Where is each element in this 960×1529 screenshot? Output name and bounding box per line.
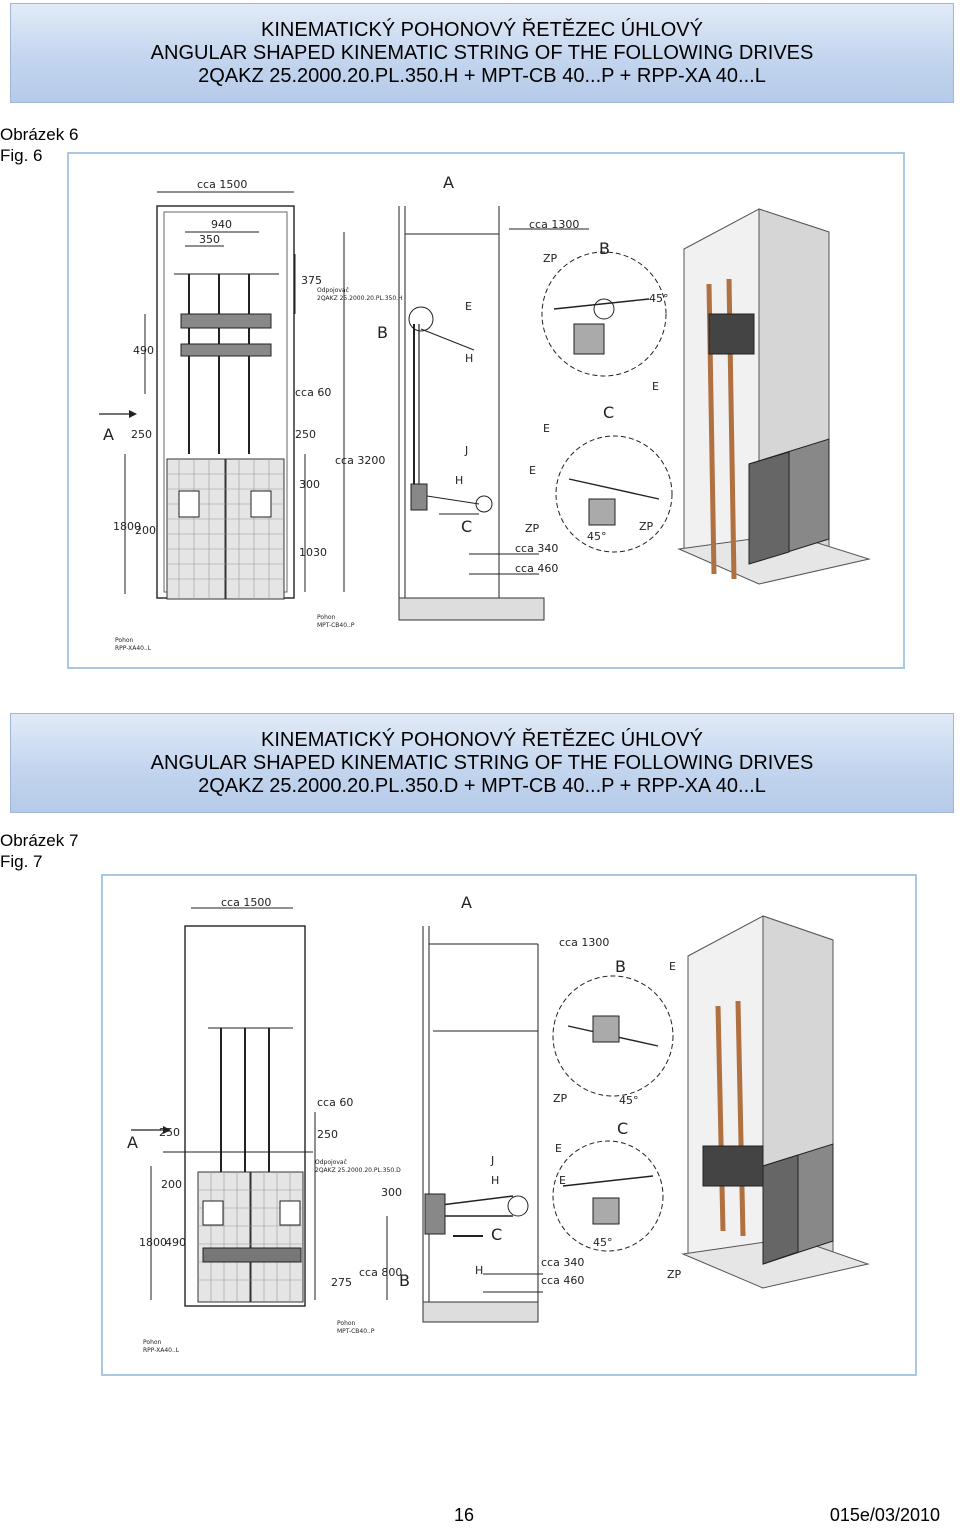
fig7-letter-c1: C <box>491 1225 503 1244</box>
fig7-dim-cca340: cca 340 <box>541 1256 585 1269</box>
fig6-note-pohon-rpp-2: RPP-XA40..L <box>115 645 152 652</box>
fig6-detail-c <box>556 436 672 552</box>
fig7-letter-e2: E <box>555 1142 562 1155</box>
fig6-letter-zp2: ZP <box>525 522 540 535</box>
fig6-letter-c2: C <box>603 403 615 422</box>
fig6-3d-view <box>679 209 869 584</box>
fig6-note-pohon-mpt-2: MPT-CB40..P <box>317 622 355 629</box>
fig6-dim-490: 490 <box>133 344 154 357</box>
fig7-deg-45b: 45° <box>593 1236 613 1249</box>
fig6-letter-j: J <box>465 444 469 457</box>
fig7-dim-490: 490 <box>165 1236 186 1249</box>
fig6-note-pohon-rpp-1: Pohon <box>115 637 134 644</box>
fig6-dim-250a: 250 <box>131 428 152 441</box>
figure-6 <box>67 152 905 669</box>
fig7-dim-cca800: cca 800 <box>359 1266 403 1279</box>
fig6-letter-b2: B <box>599 239 610 258</box>
fig7-note-odpojovac-2: 2QAKZ 25.2000.20.PL.350.D <box>315 1167 401 1174</box>
fig7-dim-1800: 1800 <box>139 1236 167 1249</box>
fig6-dim-cca60: cca 60 <box>295 386 332 399</box>
banner-model: 2QAKZ 25.2000.20.PL.350.H + MPT-CB 40...P + RPP-XA 40...L <box>198 64 766 87</box>
fig7-3d-view <box>683 916 868 1288</box>
fig7-detail-c <box>553 1141 663 1251</box>
fig6-letter-zp3: ZP <box>639 520 654 533</box>
fig7-dim-cca1500: cca 1500 <box>221 896 272 909</box>
figure-7-label <box>0 830 78 872</box>
fig7-note-pohon-mpt-1: Pohon <box>337 1320 356 1327</box>
fig7-note-pohon-rpp-2: RPP-XA40..L <box>143 1347 180 1354</box>
fig6-dim-350: 350 <box>199 233 220 246</box>
fig6-letter-e3: E <box>543 422 550 435</box>
fig7-dim-cca60: cca 60 <box>317 1096 354 1109</box>
fig7-dim-300: 300 <box>381 1186 402 1199</box>
fig6-side-view <box>399 206 589 620</box>
fig6-letter-zp1: ZP <box>543 252 558 265</box>
fig7-dim-250a: 250 <box>159 1126 180 1139</box>
fig6-dim-1030: 1030 <box>299 546 327 559</box>
figure-6-drawing <box>69 154 903 667</box>
fig6-deg-45a: 45° <box>649 292 669 305</box>
fig7-detail-b <box>553 976 673 1096</box>
fig6-note-pohon-mpt-1: Pohon <box>317 614 336 621</box>
fig6-dim-cca460: cca 460 <box>515 562 559 575</box>
figure-7-label-en: Fig. 7 <box>0 852 43 871</box>
banner2-model: 2QAKZ 25.2000.20.PL.350.D + MPT-CB 40...P + RPP-XA 40...L <box>198 774 766 797</box>
fig6-letter-c1: C <box>461 517 473 536</box>
figure-6-label-en: Fig. 6 <box>0 146 43 165</box>
fig7-note-odpojovac-1: Odpojovač <box>315 1159 347 1166</box>
fig7-letter-h2: H <box>475 1264 484 1277</box>
fig7-dim-cca1300: cca 1300 <box>559 936 610 949</box>
fig7-dim-200: 200 <box>161 1178 182 1191</box>
fig6-note-odpojovac-2: 2QAKZ 25.2000.20.PL.350.H <box>317 295 403 302</box>
fig7-letter-a2: A <box>461 893 472 912</box>
fig7-note-pohon-rpp-1: Pohon <box>143 1339 162 1346</box>
fig7-note-pohon-mpt-2: MPT-CB40..P <box>337 1328 375 1335</box>
fig6-letter-a1: A <box>103 425 114 444</box>
fig6-dim-300: 300 <box>299 478 320 491</box>
figure-7-drawing <box>103 876 915 1374</box>
header-banner-1 <box>10 3 954 103</box>
fig7-deg-45a: 45° <box>619 1094 639 1107</box>
fig6-letter-b1: B <box>377 323 388 342</box>
fig7-dim-250b: 250 <box>317 1128 338 1141</box>
fig6-dim-375: 375 <box>301 274 322 287</box>
fig7-letter-a1: A <box>127 1133 138 1152</box>
figure-6-label-cz: Obrázek 6 <box>0 125 79 144</box>
fig6-letter-h2: H <box>455 474 464 487</box>
figure-7 <box>101 874 917 1376</box>
fig7-letter-e1: E <box>669 960 676 973</box>
fig7-letter-c2: C <box>617 1119 629 1138</box>
fig6-dim-250b: 250 <box>295 428 316 441</box>
banner2-title-en: ANGULAR SHAPED KINEMATIC STRING OF THE FOLLOWING DRIVES <box>150 751 814 774</box>
fig6-dim-cca340: cca 340 <box>515 542 559 555</box>
fig6-dim-1800: 1800 <box>113 520 141 533</box>
fig6-dim-940: 940 <box>211 218 232 231</box>
fig6-deg-45b: 45° <box>587 530 607 543</box>
fig7-letter-j: J <box>491 1154 495 1167</box>
fig6-note-odpojovac-1: Odpojovač <box>317 287 349 294</box>
fig6-dim-200: 200 <box>135 524 156 537</box>
fig7-side-view <box>423 926 543 1322</box>
header-banner-2 <box>10 713 954 813</box>
banner-title-en: ANGULAR SHAPED KINEMATIC STRING OF THE FOLLOWING DRIVES <box>150 41 814 64</box>
fig7-letter-b2: B <box>615 957 626 976</box>
fig7-letter-zp2: ZP <box>667 1268 682 1281</box>
fig6-letter-a2: A <box>443 173 454 192</box>
fig6-dim-cca1500: cca 1500 <box>197 178 248 191</box>
fig7-letter-h1: H <box>491 1174 500 1187</box>
fig6-letter-e1: E <box>465 300 472 313</box>
fig7-letter-zp1: ZP <box>553 1092 568 1105</box>
fig7-dim-275: 275 <box>331 1276 352 1289</box>
fig6-detail-b <box>542 252 666 376</box>
fig7-letter-b1: B <box>399 1271 410 1290</box>
figure-7-label-cz: Obrázek 7 <box>0 831 79 850</box>
fig7-letter-e3: E <box>559 1174 566 1187</box>
fig7-dim-cca460: cca 460 <box>541 1274 585 1287</box>
fig6-dim-cca1300: cca 1300 <box>529 218 580 231</box>
document-id: 015e/03/2010 <box>829 1505 940 1525</box>
banner-title-cz: KINEMATICKÝ POHONOVÝ ŘETĚZEC ÚHLOVÝ <box>261 18 703 41</box>
page-number: 16 <box>454 1505 475 1525</box>
fig6-letter-h1: H <box>465 352 474 365</box>
banner2-title-cz: KINEMATICKÝ POHONOVÝ ŘETĚZEC ÚHLOVÝ <box>261 728 703 751</box>
fig6-letter-e4: E <box>529 464 536 477</box>
fig6-dim-cca3200: cca 3200 <box>335 454 386 467</box>
fig6-letter-e2: E <box>652 380 659 393</box>
